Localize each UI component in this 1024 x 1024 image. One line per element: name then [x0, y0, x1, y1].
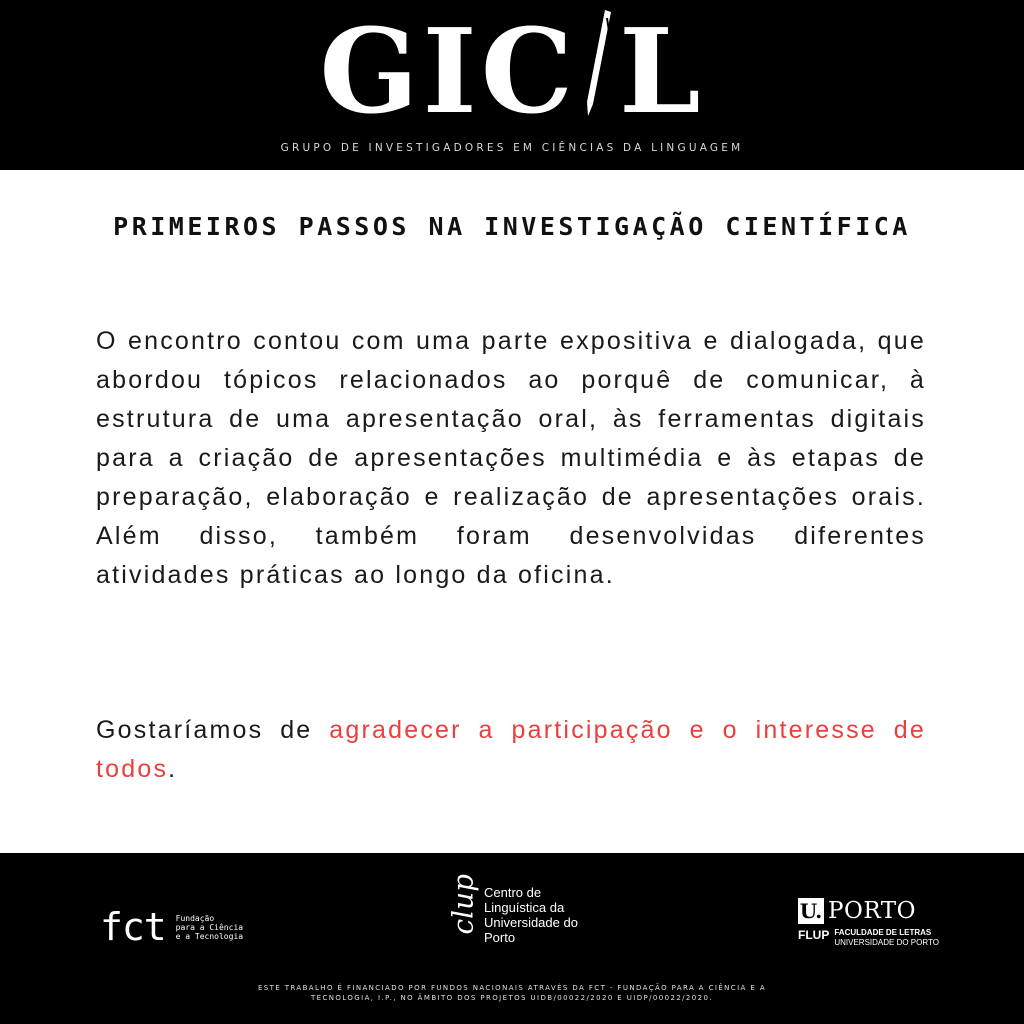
clup-line: Linguística da — [484, 900, 565, 915]
header-banner — [0, 0, 1024, 170]
porto-text: PORTO — [828, 898, 916, 924]
clup-logo — [444, 873, 578, 945]
faculdade-text: FACULDADE DE LETRAS — [834, 928, 932, 937]
pen-icon — [583, 8, 613, 136]
u-mark: U. — [799, 899, 823, 923]
fct-text: Fundação para a Ciência e a Tecnologia — [175, 913, 244, 941]
universidade-text: UNIVERSIDADE DO PORTO — [834, 938, 939, 947]
group-subtitle: GRUPO DE INVESTIGADORES EM CIÊNCIAS DA LINGUAGEM — [280, 142, 744, 154]
page-title: PRIMEIROS PASSOS NA INVESTIGAÇÃO CIENTÍFICA — [113, 212, 911, 241]
gicl-logo — [0, 4, 1024, 140]
thanks-highlight: agradecer a participação e o interesse de todos — [96, 716, 926, 783]
clup-mark: clup — [446, 873, 480, 934]
logo-letter-i: I — [422, 4, 481, 140]
logo-letter-g: G — [319, 4, 423, 140]
clup-line: Centro de — [484, 885, 542, 900]
flup-text: FLUP — [798, 928, 830, 942]
thanks-prefix: Gostaríamos de — [96, 716, 330, 744]
logo-letter-c: C — [480, 4, 578, 140]
uporto-logo — [798, 898, 939, 948]
footer-banner — [0, 853, 1024, 1024]
thanks-suffix: . — [168, 755, 178, 783]
body-paragraph: O encontro contou com uma parte expositiva e dialogada, que abordou tópicos relacionados ao porquê de comunicar, à estrutura de uma apresentação oral, às ferramentas digitais para a criação de apresentações multimédia e às etapas de preparação, elaboração e realização de apresentações orais. Além disso, também foram desenvolvidas diferentes atividades práticas ao longo da oficina. — [96, 327, 926, 589]
funding-notice — [200, 983, 824, 1003]
fct-logo — [100, 905, 243, 949]
funding-line: TECNOLOGIA, I.P., NO ÂMBITO DOS PROJETOS UIDB/00022/2020 E UIDP/00022/2020. — [311, 994, 713, 1002]
clup-line: Universidade do — [484, 915, 578, 930]
clup-line: Porto — [484, 930, 516, 945]
flup-subtext — [834, 928, 939, 948]
logo-letter-l: L — [619, 4, 705, 140]
clup-text — [484, 885, 578, 945]
funding-line: ESTE TRABALHO É FINANCIADO POR FUNDOS NACIONAIS ATRAVÉS DA FCT - FUNDAÇÃO PARA A CIÊNCIA E A — [257, 984, 767, 992]
thanks-paragraph — [96, 711, 926, 789]
fct-mark: fct — [100, 905, 166, 949]
